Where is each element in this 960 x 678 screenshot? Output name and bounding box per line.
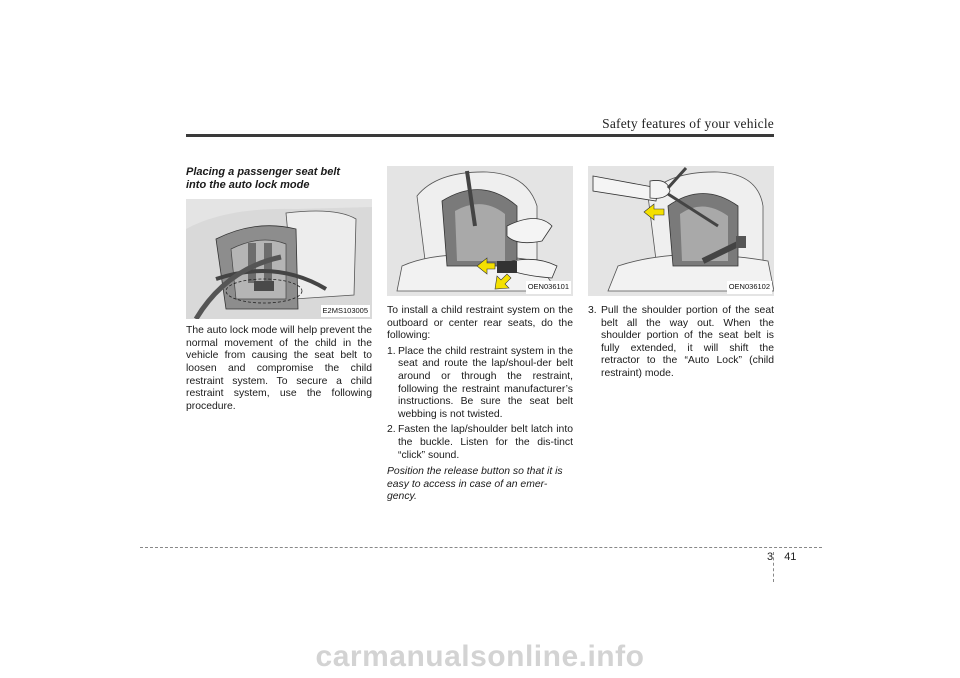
header-title: Safety features of your vehicle xyxy=(602,116,774,131)
figure-code: OEN036101 xyxy=(526,281,571,294)
step-3 xyxy=(588,305,774,381)
step-text: Place the child restraint system in the seat and route the lap/shoul-der belt around or through the restraint, following the restraint manufacturer’s instructions. Be sure the seat belt webbing is not twisted. xyxy=(398,345,573,420)
step-1 xyxy=(387,346,573,422)
chapter-number: 3 xyxy=(767,551,774,563)
figure-code: OEN036102 xyxy=(727,281,772,294)
figure-pull-shoulder-belt xyxy=(588,166,774,296)
column-1 xyxy=(186,166,372,413)
figure-install-child-seat xyxy=(387,166,573,296)
step-text: Pull the shoulder portion of the seat belt all the way out. When the shoulder portion of the seat belt is fully extended, it will shift the retractor to the “Auto Lock” (child restraint) mode. xyxy=(601,305,774,379)
paragraph: The auto lock mode will help prevent the normal movement of the child in the vehicle from causing the seat belt to loosen and compromise the child restraint system. To secure a child restraint system, use the following procedure. xyxy=(186,325,372,412)
intro-paragraph: To install a child restraint system on the outboard or center rear seats, do the following: xyxy=(387,305,573,342)
page-number xyxy=(767,551,796,563)
shoulder-belt-illustration xyxy=(588,166,774,296)
figure-code: E2MS103005 xyxy=(321,305,370,318)
step-number: 3. xyxy=(588,305,597,316)
watermark: carmanualsonline.info xyxy=(315,640,645,673)
column-3 xyxy=(588,166,774,381)
column-2 xyxy=(387,166,573,504)
step-number: 2. xyxy=(387,424,396,436)
step-text: Fasten the lap/shoulder belt latch into the buckle. Listen for the dis-tinct “click” sound. xyxy=(398,424,573,461)
footer-rule xyxy=(140,547,822,548)
rear-seat-illustration xyxy=(186,199,372,319)
step-2 xyxy=(387,424,573,462)
figure-rear-seat-child-seat xyxy=(186,199,372,319)
page-number-value: 41 xyxy=(784,551,797,563)
note-italic: Position the release button so that it is easy to access in case of an emer-gency. xyxy=(387,466,563,503)
child-seat-buckle-illustration xyxy=(387,166,573,296)
header-rule xyxy=(186,134,774,137)
step-number: 1. xyxy=(387,345,396,357)
section-heading: Placing a passenger seat belt into the auto lock mode xyxy=(186,166,341,191)
